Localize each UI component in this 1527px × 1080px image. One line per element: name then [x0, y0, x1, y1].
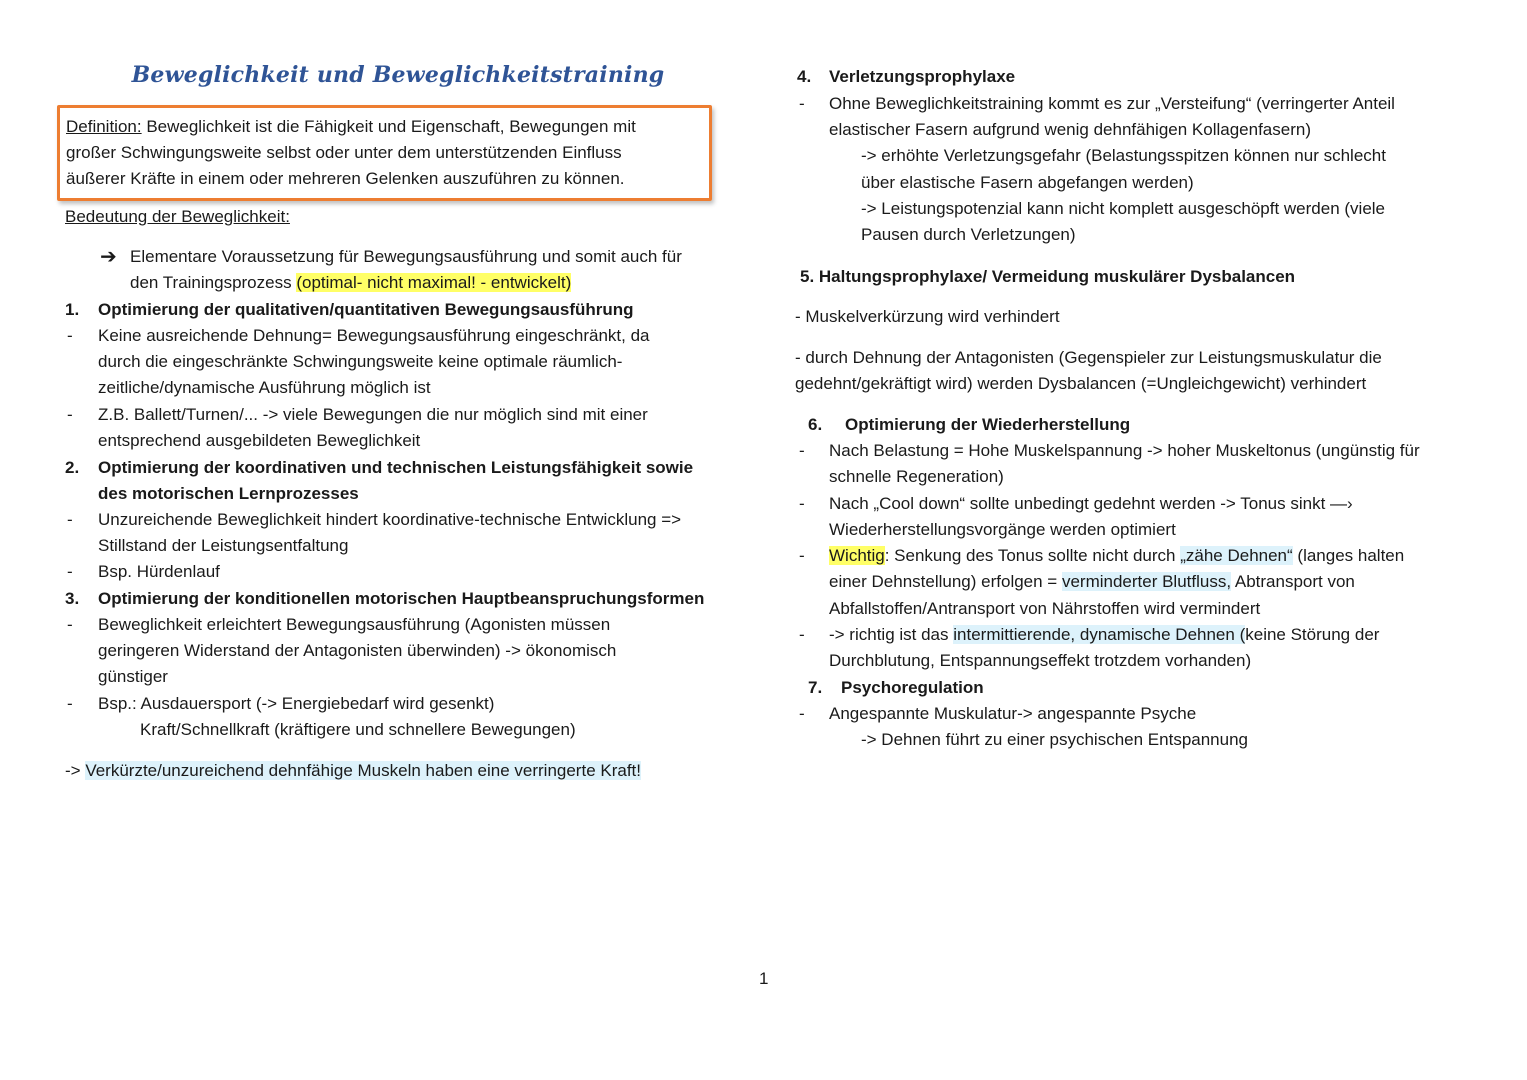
text-line: Bsp.: Ausdauersport (-> Energiebedarf wird gesenkt) — [98, 694, 495, 713]
conclusion-line: -> Verkürzte/unzureichend dehnfähige Muskeln haben eine verringerte Kraft! — [65, 761, 641, 780]
bullet-dash: - — [799, 94, 805, 113]
intro-line: Elementare Voraussetzung für Bewegungsausführung und somit auch für — [130, 247, 682, 266]
bullet-dash: - — [799, 546, 805, 565]
section-title: Optimierung der qualitativen/quantitativen Bewegungsausführung — [98, 300, 634, 319]
text-line: Stillstand der Leistungsentfaltung — [98, 536, 349, 555]
definition-box — [57, 105, 712, 201]
text-line: Pausen durch Verletzungen) — [861, 225, 1076, 244]
section-number: 7. — [808, 678, 823, 697]
section-title: Optimierung der konditionellen motorischen Hauptbeanspruchungsformen — [98, 589, 705, 608]
section-number: 3. — [65, 589, 80, 608]
page-title: Beweglichkeit und Beweglichkeitstraining — [131, 62, 665, 88]
section-title: des motorischen Lernprozesses — [98, 484, 359, 503]
page-number: 1 — [759, 969, 769, 988]
text-line: Kraft/Schnellkraft (kräftigere und schnellere Bewegungen) — [140, 720, 576, 739]
bullet-dash: - — [799, 625, 805, 644]
text-line: durch die eingeschränkte Schwingungsweite keine optimale räumlich- — [98, 352, 623, 371]
highlight-optimal: (optimal- nicht maximal! - entwickelt) — [296, 273, 572, 292]
intro-line: den Trainingsprozess (optimal- nicht maximal! - entwickelt) — [130, 273, 572, 292]
bullet-dash: - — [67, 405, 73, 424]
text-line: Beweglichkeit erleichtert Bewegungsausführung (Agonisten müssen — [98, 615, 611, 634]
highlight-dynamisch: intermittierende, dynamische Dehnen ( — [953, 625, 1246, 644]
text-line: -> richtig ist das intermittierende, dynamische Dehnen (keine Störung der — [829, 625, 1380, 644]
text-line: Durchblutung, Entspannungseffekt trotzdem vorhanden) — [829, 651, 1252, 670]
text-line: Wichtig: Senkung des Tonus sollte nicht durch „zähe Dehnen“ (langes halten — [829, 546, 1405, 565]
bullet-dash: - — [799, 494, 805, 513]
bullet-dash: - — [67, 326, 73, 345]
text-line: günstiger — [98, 667, 168, 686]
section-title: Optimierung der Wiederherstellung — [845, 415, 1131, 434]
highlight-conclusion: Verkürzte/unzureichend dehnfähige Muskeln haben eine verringerte Kraft! — [85, 761, 641, 780]
text-line: - Muskelverkürzung wird verhindert — [795, 307, 1060, 326]
highlight-wichtig: Wichtig — [829, 546, 885, 565]
section-title: 5. Haltungsprophylaxe/ Vermeidung muskulärer Dysbalancen — [800, 267, 1296, 286]
text-line: Abfallstoffen/Antransport von Nährstoffen wird vermindert — [829, 599, 1261, 618]
bullet-dash: - — [67, 615, 73, 634]
bullet-dash: - — [799, 704, 805, 723]
bullet-dash: - — [67, 510, 73, 529]
section-title: Verletzungsprophylaxe — [829, 67, 1016, 86]
text-line: -> erhöhte Verletzungsgefahr (Belastungsspitzen können nur schlecht — [861, 146, 1386, 165]
text-line: Z.B. Ballett/Turnen/... -> viele Bewegungen die nur möglich sind mit einer — [98, 405, 648, 424]
highlight-zaehe-dehnen: „zähe Dehnen“ — [1180, 546, 1293, 565]
text-line: Ohne Beweglichkeitstraining kommt es zur „Versteifung“ (verringerter Anteil — [829, 94, 1395, 113]
text-line: geringeren Widerstand der Antagonisten überwinden) -> ökonomisch — [98, 641, 617, 660]
text-line: zeitliche/dynamische Ausführung möglich ist — [98, 378, 431, 397]
text-line: -> Leistungspotenzial kann nicht komplett ausgeschöpft werden (viele — [861, 199, 1386, 218]
text-line: Unzureichende Beweglichkeit hindert koordinative-technische Entwicklung => — [98, 510, 682, 529]
section-title: Psychoregulation — [841, 678, 984, 697]
text-line: entsprechend ausgebildeten Beweglichkeit — [98, 431, 421, 450]
text-line: einer Dehnstellung) erfolgen = verminderter Blutfluss, Abtransport von — [829, 572, 1355, 591]
bullet-dash: - — [67, 694, 73, 713]
highlight-blutfluss: verminderter Blutfluss, — [1061, 572, 1232, 591]
text-line: elastischer Fasern aufgrund wenig dehnfähigen Kollagenfasern) — [829, 120, 1311, 139]
section-number: 4. — [797, 67, 812, 86]
arrow-right-icon: ➔ — [100, 246, 117, 268]
text-line: - durch Dehnung der Antagonisten (Gegenspieler zur Leistungsmuskulatur die — [795, 348, 1382, 367]
definition-label: Definition: — [66, 117, 142, 136]
bullet-dash: - — [67, 562, 73, 581]
section-number: 1. — [65, 300, 80, 319]
text-line: über elastische Fasern abgefangen werden) — [861, 173, 1194, 192]
text-line: Wiederherstellungsvorgänge werden optimiert — [829, 520, 1176, 539]
text-line: -> Dehnen führt zu einer psychischen Entspannung — [861, 730, 1248, 749]
text-line: Bsp. Hürdenlauf — [98, 562, 220, 581]
bedeutung-heading: Bedeutung der Beweglichkeit: — [65, 207, 290, 226]
text-line: Nach „Cool down“ sollte unbedingt gedehnt werden -> Tonus sinkt —› — [829, 494, 1353, 513]
section-number: 6. — [808, 415, 823, 434]
text-line: gedehnt/gekräftigt wird) werden Dysbalancen (=Ungleichgewicht) verhindert — [795, 374, 1367, 393]
definition-line: Beweglichkeit ist die Fähigkeit und Eigenschaft, Bewegungen mit — [141, 117, 636, 136]
bullet-dash: - — [799, 441, 805, 460]
section-number: 2. — [65, 458, 80, 477]
text-line: schnelle Regeneration) — [829, 467, 1004, 486]
text-line: Angespannte Muskulatur-> angespannte Psyche — [829, 704, 1197, 723]
section-title: Optimierung der koordinativen und technischen Leistungsfähigkeit sowie — [98, 458, 694, 477]
text-line: Nach Belastung = Hohe Muskelspannung -> hoher Muskeltonus (ungünstig für — [829, 441, 1420, 460]
definition-line: großer Schwingungsweite selbst oder unter dem unterstützenden Einfluss — [66, 143, 622, 162]
definition-line: äußerer Kräfte in einem oder mehreren Gelenken auszuführen zu können. — [66, 169, 625, 188]
text-line: Keine ausreichende Dehnung= Bewegungsausführung eingeschränkt, da — [98, 326, 650, 345]
